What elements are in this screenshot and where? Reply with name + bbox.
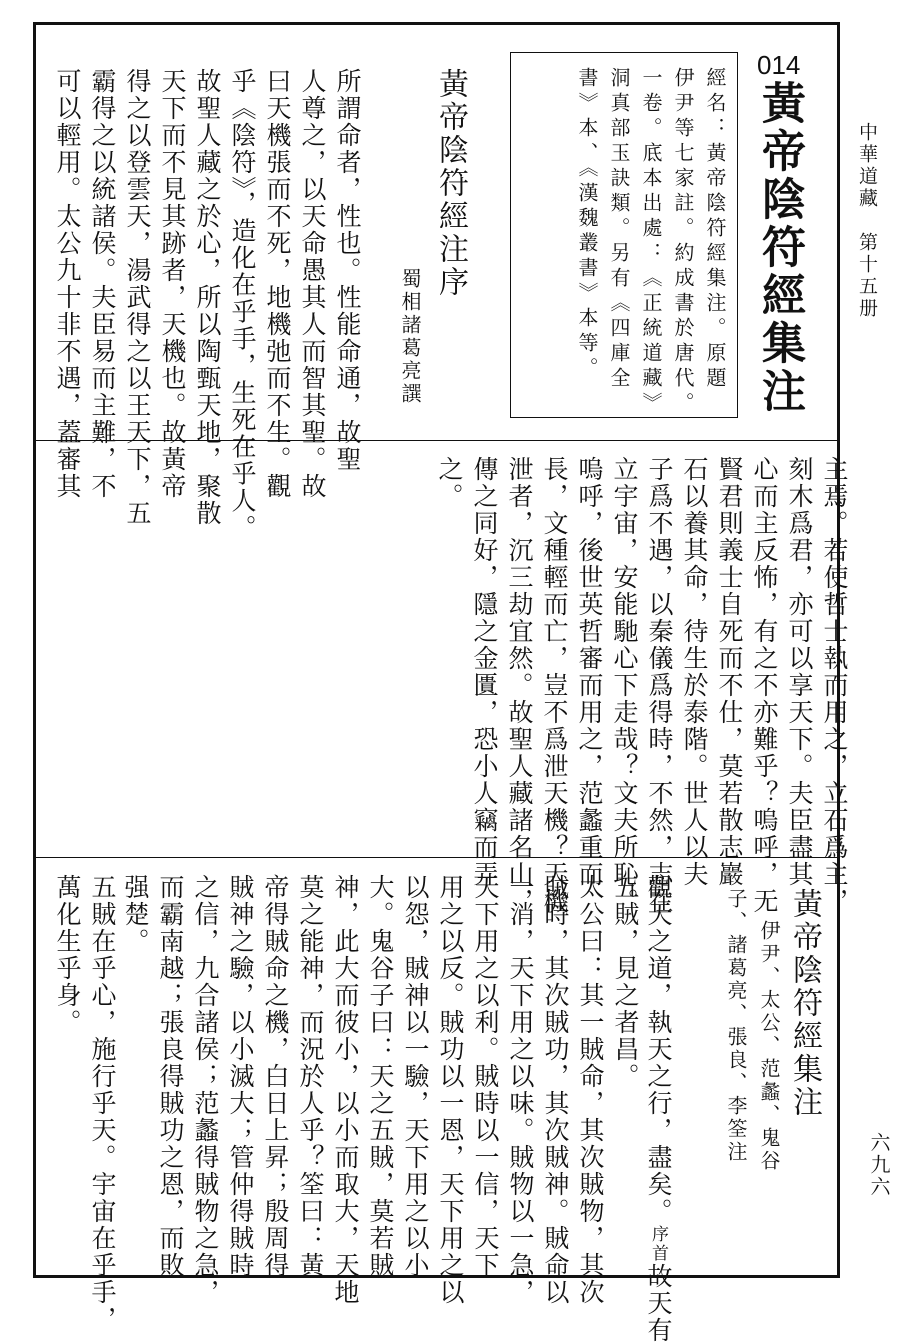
inline-note: 序首 <box>648 1225 668 1263</box>
text-column: 大。鬼谷子曰：天之五賊，莫若賊 <box>366 874 395 1279</box>
text-column: 强楚。 <box>121 874 150 955</box>
commentary-title: 黃帝陰符經集注 <box>787 888 822 1119</box>
text-column: 故聖人藏之於心，所以陶甄天地，聚散 <box>193 68 222 527</box>
text-column: 一消，天下用之以味。賊物以一急， <box>506 874 535 1306</box>
entry-title: 黃帝陰符經集注 <box>754 80 805 416</box>
text-column: 得之以登雲天，湯武得之以王天下，五 <box>123 68 152 527</box>
note-line: 洞真部玉訣類。另有《四庫全 <box>607 67 631 392</box>
note-line: 一卷。底本出處：《正統道藏》 <box>639 67 663 417</box>
divider-upper <box>33 440 840 441</box>
preface-text-middle <box>432 456 852 915</box>
commentary-byline: 伊尹、太公、范蠡、鬼谷 <box>757 920 781 1173</box>
text-column: 五賊在乎心，施行乎天。宇宙在乎手， <box>88 874 117 1333</box>
text-column: 曰天機張而不死，地機弛而不生。觀 <box>263 68 292 500</box>
text-column: 嗚呼，後世英哲審而用之，范蠡重而 <box>575 456 604 888</box>
text-column: 賊時，其次賊功，其次賊神。賊命以 <box>541 874 570 1306</box>
text-column: 五賊，見之者昌。 <box>611 874 640 1090</box>
text-column: 子爲不遇，以秦儀爲得時，不然，志在 <box>645 456 674 915</box>
preface-text-top <box>50 68 365 542</box>
text-column: 石以養其命，待生於泰階。世人以夫 <box>680 456 709 888</box>
text-column: 賊神之驗，以小滅大；管仲得賊時 <box>226 874 255 1279</box>
text-column: 天下而不見其跡者，天機也。故黃帝 <box>158 68 187 500</box>
text-column: 霸得之以統諸侯。夫臣易而主難，不 <box>88 68 117 500</box>
text-column: 泄者，沉三劫宜然。故聖人藏諸名山， <box>505 456 534 915</box>
entry-code: 014 <box>757 50 801 80</box>
text-column: 萬化生乎身。 <box>53 874 82 1036</box>
running-header: 中華道藏 第十五册 <box>856 122 878 320</box>
text-column: 乎《陰符》，造化在乎手，生死在乎人。 <box>228 68 257 542</box>
note-lines <box>571 67 731 417</box>
text-column: 所謂命者，性也。性能命通，故聖 <box>333 68 362 473</box>
text-column: 主焉。若使哲士執而用之，立石爲主， <box>820 456 849 915</box>
text-column: 用之以反。賊功以一恩，天下用之以 <box>436 874 465 1306</box>
text-column: 莫之能神，而況於人乎？筌曰：黃 <box>296 874 325 1279</box>
text-column: 太公曰：其一賊命，其次賊物，其次 <box>576 874 605 1306</box>
note-line: 經名：黃帝陰符經集注。原題 <box>703 67 727 392</box>
commentary-first-column <box>640 874 676 1344</box>
preface-title: 黃帝陰符經注序 <box>433 68 468 299</box>
text-column: 以怨，賊神以一驗，天下用之以小 <box>401 874 430 1279</box>
commentary-text <box>118 874 643 1306</box>
text-column: 立宇宙，安能馳心下走哉？文夫所恥。 <box>610 456 639 915</box>
preface-byline: 蜀相諸葛亮譔 <box>398 268 422 406</box>
note-line: 伊尹等七家註。約成書於唐代。 <box>671 67 695 417</box>
text-column: 觀天之道，執天之行，盡矣。 <box>644 874 673 1225</box>
text-column: 而霸南越；張良得賊功之恩，而敗 <box>156 874 185 1279</box>
text-column: 長，文種輕而亡，豈不爲泄天機？天機 <box>540 456 569 915</box>
note-line: 書》本、《漢魏叢書》本等。 <box>575 67 599 382</box>
text-column: 帝得賊命之機，白日上昇；殷周得 <box>261 874 290 1279</box>
text-column: 可以輕用。太公九十非不遇，蓋審其 <box>53 68 82 500</box>
commentary-final <box>50 874 120 1333</box>
text-column: 天下用之以利。賊時以一信，天下 <box>471 874 500 1279</box>
text-column: 刻木爲君，亦可以享天下。夫臣盡其 <box>785 456 814 888</box>
text-column: 人尊之，以天命愚其人而智其聖。故 <box>298 68 327 500</box>
text-column: 故天有 <box>644 1263 673 1344</box>
text-column: 神，此大而彼小，以小而取大，天地 <box>331 874 360 1306</box>
text-column: 賢君則義士自死而不仕，莫若散志巖 <box>715 456 744 888</box>
commentary-byline: 子、諸葛亮、張良、李筌注 <box>724 888 748 1164</box>
page-number: 六九六 <box>867 1132 891 1198</box>
text-column: 心而主反怖，有之不亦難乎？嗚呼，无 <box>750 456 779 915</box>
text-column: 之。 <box>435 456 464 510</box>
bibliographic-note <box>510 52 738 418</box>
text-column: 之信，九合諸侯；范蠡得賊物之急， <box>191 874 220 1306</box>
text-column: 傳之同好，隱之金匱，恐小人竊而弄 <box>470 456 499 888</box>
